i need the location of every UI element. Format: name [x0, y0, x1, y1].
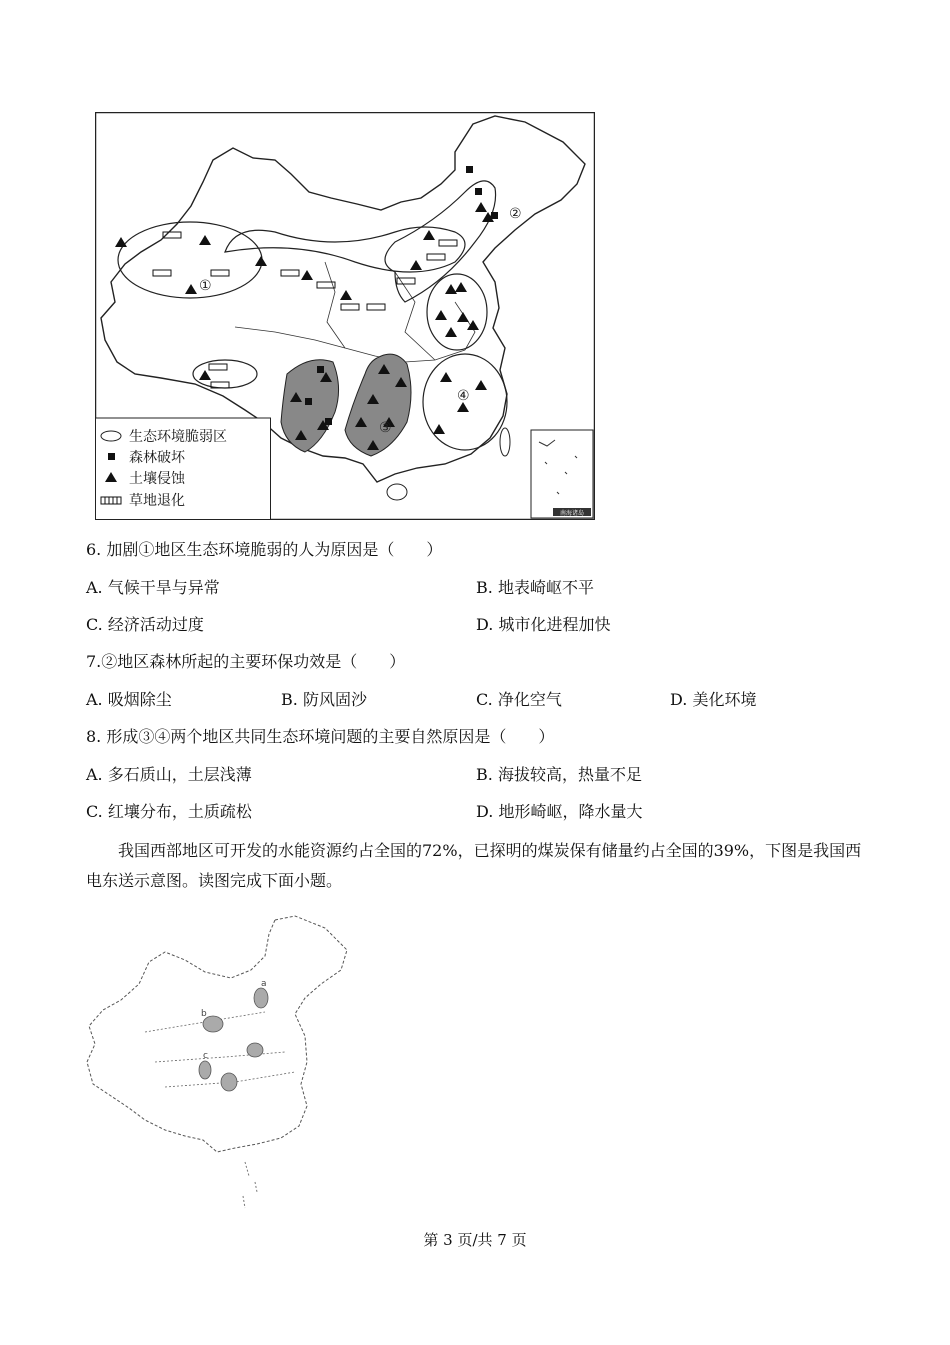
question-8-option-a[interactable]: A. 多石质山，土层浅薄 — [86, 765, 252, 784]
legend-label-grass: 草地退化 — [129, 493, 185, 509]
question-7-option-b[interactable]: B. 防风固沙 — [281, 690, 367, 709]
square-icon — [108, 453, 115, 460]
legend-label-soil: 土壤侵蚀 — [129, 471, 185, 487]
question-7-stem: 7.②地区森林所起的主要环保功效是（ ） — [86, 652, 406, 671]
region-label-4: ④ — [457, 388, 470, 404]
power-source-d — [221, 1073, 237, 1091]
question-8-option-b[interactable]: B. 海拔较高，热量不足 — [476, 765, 642, 784]
inset-label: 南海诸岛 — [559, 510, 585, 517]
region-label-2: ② — [509, 206, 522, 222]
question-6-option-c[interactable]: C. 经济活动过度 — [86, 615, 204, 634]
question-6-stem: 6. 加剧①地区生态环境脆弱的人为原因是（ ） — [86, 540, 443, 559]
question-8-option-d[interactable]: D. 地形崎岖，降水量大 — [476, 802, 643, 821]
map2-label-b: b — [201, 1009, 207, 1019]
question-6-option-b[interactable]: B. 地表崎岖不平 — [476, 578, 594, 597]
map-legend — [96, 418, 271, 520]
region-label-1: ① — [199, 278, 212, 294]
power-source-mid — [247, 1043, 263, 1057]
china-outline-2 — [87, 916, 347, 1152]
legend-label-fragile: 生态环境脆弱区 — [129, 429, 227, 445]
legend-label-deforestation: 森林破坏 — [129, 450, 185, 466]
page-footer: 第 3 页/共 7 页 — [423, 1231, 527, 1249]
question-8-stem: 8. 形成③④两个地区共同生态环境问题的主要自然原因是（ ） — [86, 727, 555, 746]
question-8-option-c[interactable]: C. 红壤分布，土质疏松 — [86, 802, 252, 821]
question-6-option-a[interactable]: A. 气候干旱与异常 — [86, 578, 220, 597]
power-source-a — [254, 988, 268, 1008]
question-6-option-d[interactable]: D. 城市化进程加快 — [476, 615, 611, 634]
question-7-option-d[interactable]: D. 美化环境 — [670, 690, 757, 709]
map2-label-a: a — [261, 979, 267, 989]
question-7-option-a[interactable]: A. 吸烟除尘 — [86, 690, 172, 709]
map2-label-c: c — [203, 1051, 208, 1061]
power-source-c — [199, 1061, 211, 1079]
west-east-power-map — [85, 912, 355, 1212]
passage-text: 我国西部地区可开发的水能资源约占全国的72%，已探明的煤炭保有储量约占全国的39%，下图是我国西电东送示意图。读图完成下面小题。 — [86, 841, 862, 890]
region-label-3: ③ — [379, 420, 392, 436]
question-7-option-c[interactable]: C. 净化空气 — [476, 690, 562, 709]
ecological-problems-map — [95, 112, 595, 520]
